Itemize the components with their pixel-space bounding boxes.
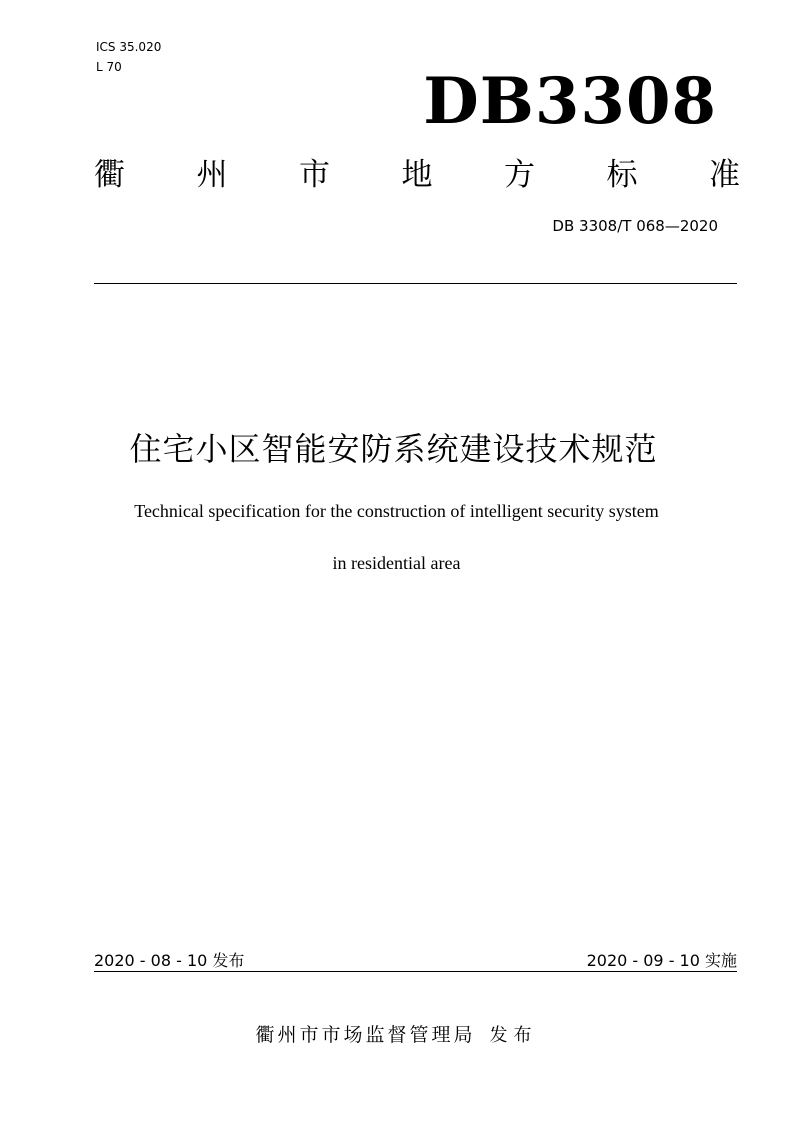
issuer-action: 发布	[489, 1025, 538, 1046]
standard-type-char: 州	[196, 157, 228, 193]
standard-type-title	[94, 155, 740, 195]
standard-number: DB 3308/T 068—2020	[552, 217, 718, 235]
standard-code: DB3308	[423, 64, 717, 139]
ics-code: ICS 35.020	[96, 40, 162, 54]
standard-type-char: 衢	[94, 157, 125, 193]
issuer-line	[0, 1022, 793, 1049]
bottom-divider	[94, 971, 737, 972]
standard-type-char: 市	[299, 157, 330, 193]
standard-type-char: 方	[504, 157, 535, 193]
issuer-name: 衢州市市场监督管理局	[255, 1024, 476, 1046]
standard-type-char: 准	[709, 157, 740, 193]
document-title-english-line2: in residential area	[332, 553, 461, 573]
document-title-chinese: 住宅小区智能安防系统建设技术规范	[129, 430, 658, 468]
implementation-date: 2020 - 09 - 10 实施	[586, 951, 737, 970]
top-divider	[94, 283, 737, 284]
document-title-english-line1: Technical specification for the construction of intelligent security system	[134, 501, 659, 521]
issue-date: 2020 - 08 - 10 发布	[94, 951, 245, 970]
ccs-code: L 70	[96, 60, 122, 74]
standard-type-char: 地	[401, 157, 433, 193]
standard-type-char: 标	[606, 157, 638, 193]
